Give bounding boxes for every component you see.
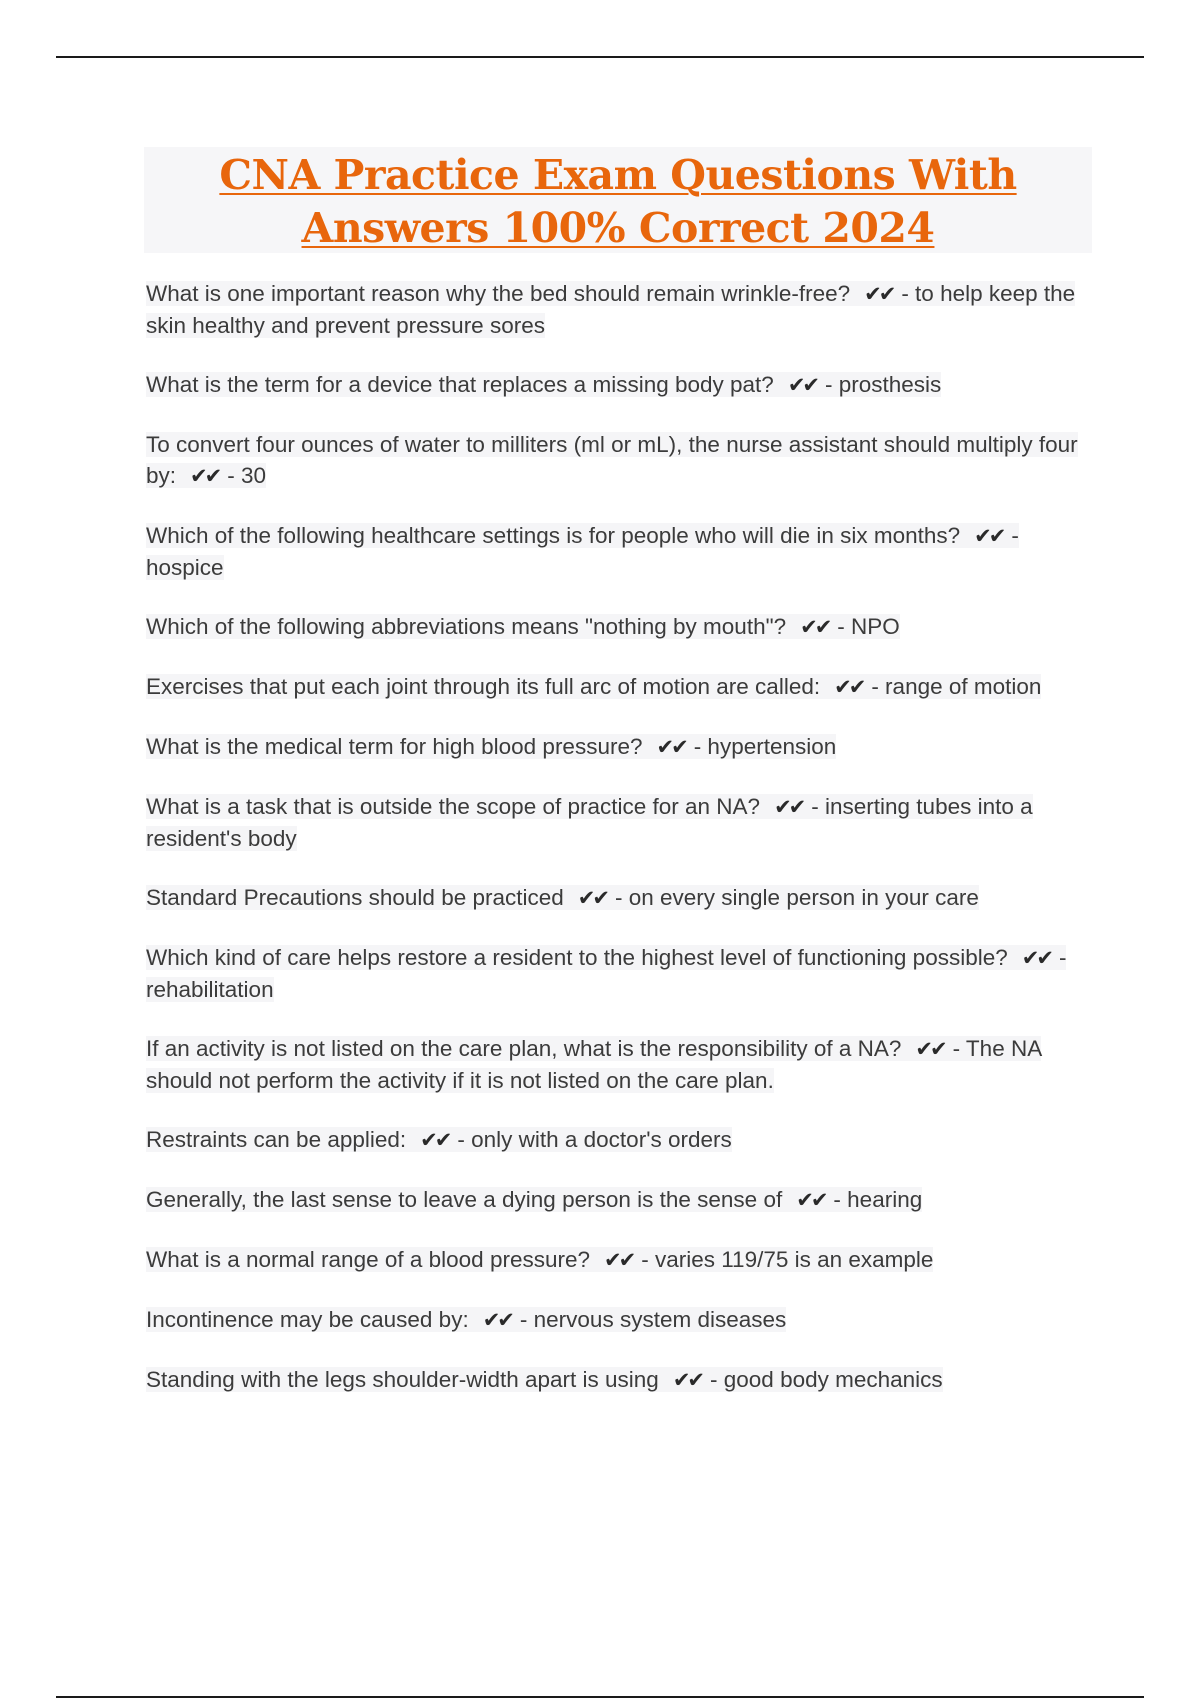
top-rule (56, 56, 1144, 58)
check-mark-icon: ✔✔ (190, 464, 220, 488)
check-mark-icon: ✔✔ (915, 1037, 945, 1061)
qa-item (146, 369, 1086, 401)
qa-item (146, 671, 1086, 703)
qa-item (146, 1033, 1086, 1096)
check-mark-icon: ✔✔ (864, 282, 894, 306)
check-mark-icon: ✔✔ (1021, 946, 1051, 970)
question-text: Which of the following abbreviations means "nothing by mouth"? (146, 614, 787, 639)
qa-item (146, 429, 1086, 492)
answer-text: - only with a doctor's orders (457, 1127, 732, 1152)
bottom-rule (56, 1696, 1144, 1698)
question-text: If an activity is not listed on the care plan, what is the responsibility of a NA? (146, 1036, 902, 1061)
check-mark-icon: ✔✔ (420, 1128, 450, 1152)
answer-text: - 30 (227, 463, 266, 488)
qa-item (146, 520, 1086, 583)
answer-text: - inserting tubes into a resident's body (146, 794, 1033, 851)
qa-item (146, 611, 1086, 643)
qa-item (146, 1244, 1086, 1276)
answer-text: - hypertension (693, 734, 837, 759)
answer-text: - rehabilitation (146, 945, 1067, 1002)
question-text: What is the medical term for high blood pressure? (146, 734, 643, 759)
check-mark-icon: ✔✔ (974, 524, 1004, 548)
question-text: What is a task that is outside the scope of practice for an NA? (146, 794, 761, 819)
check-mark-icon: ✔✔ (796, 1188, 826, 1212)
check-mark-icon: ✔✔ (656, 735, 686, 759)
check-mark-icon: ✔✔ (577, 886, 607, 910)
check-mark-icon: ✔✔ (787, 373, 818, 397)
question-text: Incontinence may be caused by: (146, 1307, 469, 1332)
qa-item (146, 1184, 1086, 1216)
question-text: Which of the following healthcare settings is for people who will die in six months? (146, 523, 961, 548)
answer-text: - hospice (146, 523, 1019, 580)
document-title: CNA Practice Exam Questions With Answers 100% Correct 2024 (219, 151, 1017, 252)
question-text: Standard Precautions should be practiced (146, 885, 564, 910)
answer-text: - to help keep the skin healthy and prevent pressure sores (146, 281, 1076, 338)
answer-text: - nervous system diseases (519, 1307, 787, 1332)
qa-item (146, 882, 1086, 914)
question-text: Generally, the last sense to leave a dying person is the sense of (146, 1187, 783, 1212)
qa-list (146, 278, 1086, 1424)
question-text: Exercises that put each joint through its full arc of motion are called: (146, 674, 821, 699)
question-text: Which kind of care helps restore a resident to the highest level of functioning possible? (146, 945, 1008, 970)
check-mark-icon: ✔✔ (604, 1248, 634, 1272)
question-text: To convert four ounces of water to milliters (ml or mL), the nurse assistant should multiply four by: (146, 432, 1078, 488)
answer-text: - hearing (833, 1187, 923, 1212)
question-text: What is a normal range of a blood pressure? (146, 1247, 590, 1272)
answer-text: - range of motion (871, 674, 1042, 699)
answer-text: - varies 119/75 is an example (641, 1247, 934, 1272)
question-text: What is one important reason why the bed should remain wrinkle-free? (146, 281, 851, 306)
check-mark-icon: ✔✔ (482, 1308, 512, 1332)
qa-item (146, 1124, 1086, 1156)
check-mark-icon: ✔✔ (774, 795, 804, 819)
check-mark-icon: ✔✔ (834, 675, 864, 699)
qa-item (146, 1364, 1086, 1396)
check-mark-icon: ✔✔ (800, 615, 830, 639)
qa-item (146, 278, 1086, 341)
answer-text: - on every single person in your care (614, 885, 979, 910)
answer-text: - The NA should not perform the activity if it is not listed on the care plan. (146, 1036, 1041, 1093)
answer-text: - good body mechanics (710, 1367, 943, 1392)
qa-item (146, 791, 1086, 854)
qa-item (146, 1304, 1086, 1336)
qa-item (146, 942, 1086, 1005)
qa-item (146, 731, 1086, 763)
question-text: Restraints can be applied: (146, 1127, 407, 1152)
question-text: Standing with the legs shoulder-width apart is using (146, 1367, 659, 1392)
check-mark-icon: ✔✔ (672, 1368, 703, 1392)
answer-text: - NPO (837, 614, 900, 639)
question-text: What is the term for a device that replaces a missing body pat? (146, 372, 774, 397)
title-box (144, 147, 1092, 253)
answer-text: - prosthesis (825, 372, 942, 397)
